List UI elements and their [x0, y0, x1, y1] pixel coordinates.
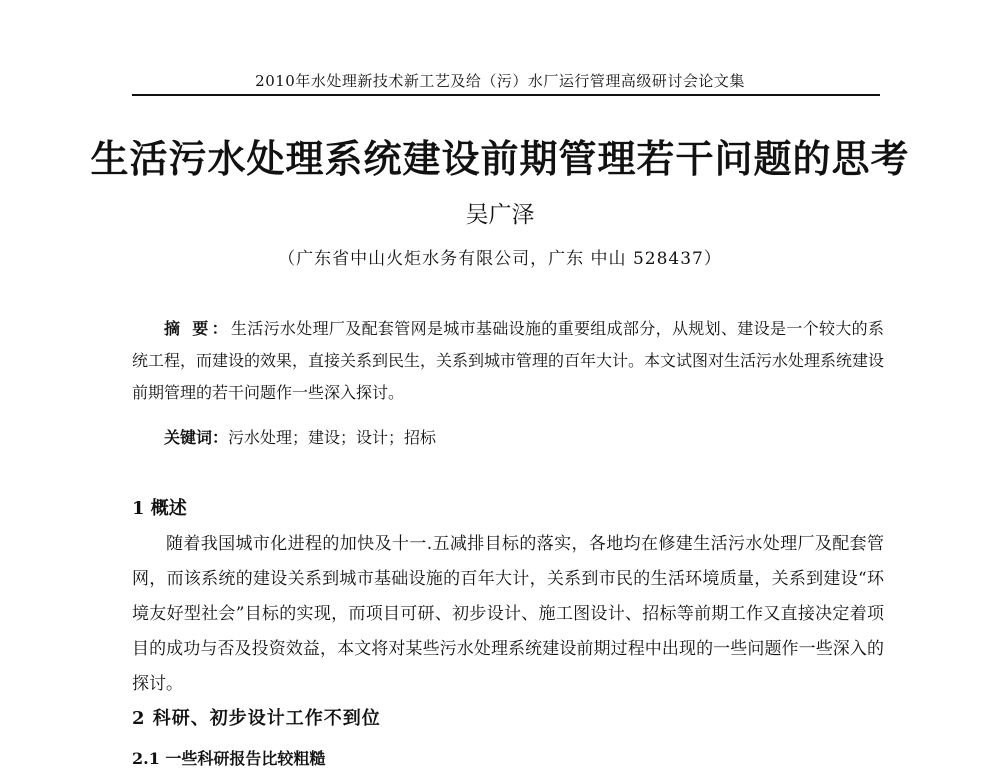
- keywords: [164, 422, 436, 454]
- abstract-label: 摘 要：: [164, 319, 231, 338]
- abstract: [132, 313, 884, 409]
- keywords-text: 污水处理；建设；设计；招标: [228, 428, 437, 447]
- paper-title: 生活污水处理系统建设前期管理若干问题的思考: [90, 136, 910, 181]
- author: 吴广泽: [465, 202, 535, 228]
- keywords-label: 关键词：: [164, 428, 229, 447]
- section-2-1-heading: 2.1 一些科研报告比较粗糙: [132, 749, 326, 768]
- abstract-text: 生活污水处理厂及配套管网是城市基础设施的重要组成部分，从规划、建设是一个较大的系统工程，而建设的效果，直接关系到民生，关系到城市管理的百年大计。本文试图对生活污水处理系统建设前期管理的若干问题作一些深入探讨。: [132, 319, 885, 402]
- affiliation: （广东省中山火炬水务有限公司，广东 中山 528437）: [278, 249, 722, 269]
- header-rule: [132, 94, 880, 96]
- section-1-heading: 1 概述: [132, 498, 187, 519]
- section-1-paragraph: 随着我国城市化进程的加快及十一.五减排目标的落实，各地均在修建生活污水处理厂及配套管网，而该系统的建设关系到城市基础设施的百年大计，关系到市民的生活环境质量，关系到建设“环境友好型社会”目标的实现，而项目可研、初步设计、施工图设计、招标等前期工作又直接决定着项目的成功与否及投资效益，本文将对某些污水处理系统建设前期过程中出现的一些问题作一些深入的探讨。: [132, 534, 884, 694]
- section-2-heading: 2 科研、初步设计工作不到位: [132, 708, 381, 729]
- running-head: 2010年水处理新技术新工艺及给（污）水厂运行管理高级研讨会论文集: [255, 72, 745, 90]
